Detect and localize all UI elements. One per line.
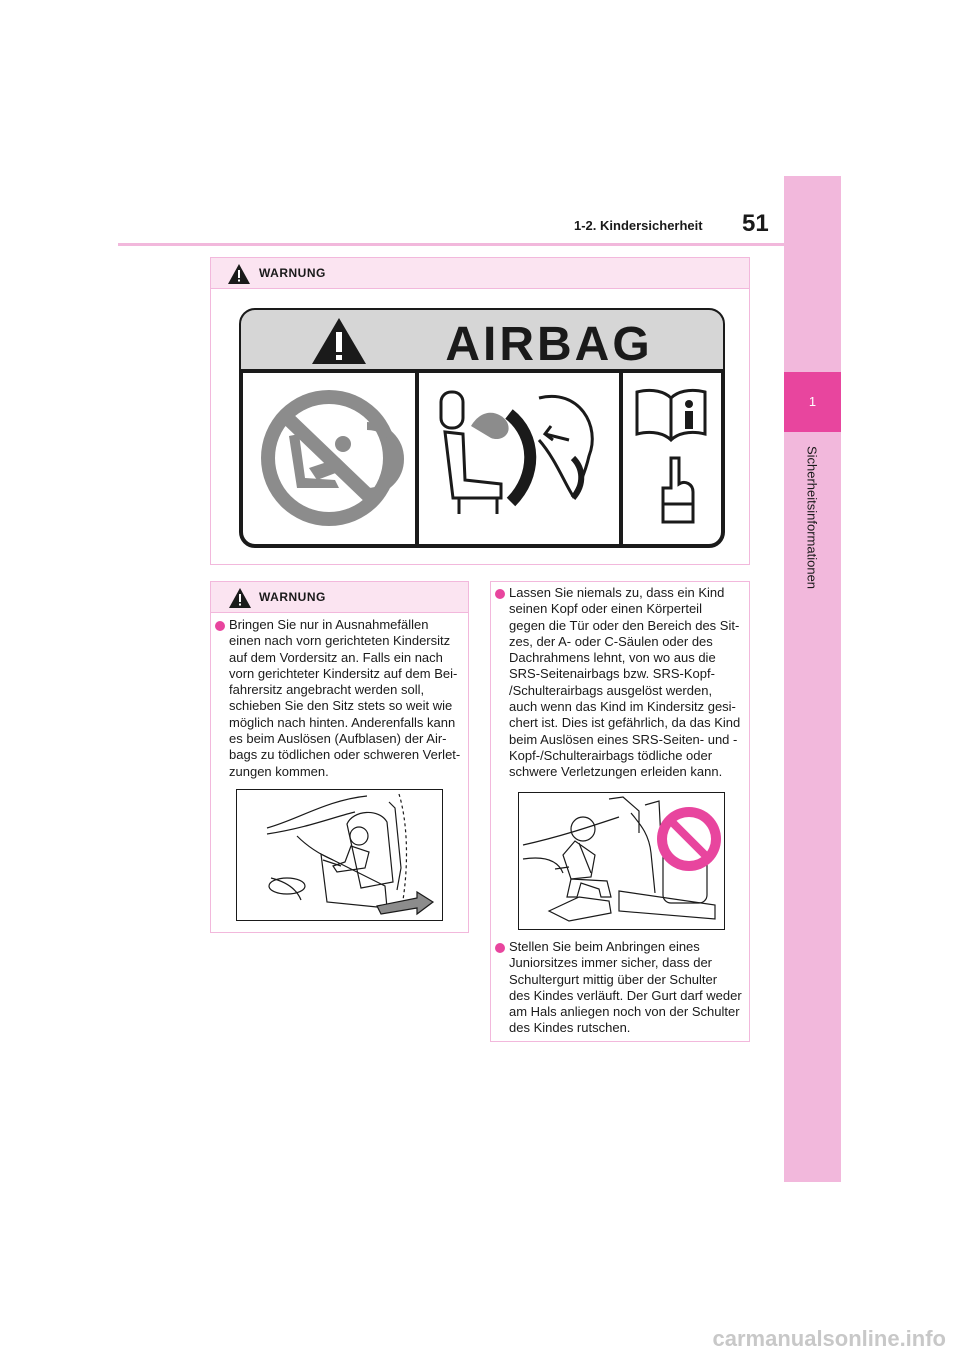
text-line: Juniorsitzes immer sicher, dass der (509, 955, 713, 971)
text-line: auch wenn das Kind im Kindersitz gesi- (509, 699, 736, 715)
child-seat-illustration (236, 789, 443, 921)
text-line: fahrersitz angebracht werden soll, (229, 682, 425, 698)
bullet-point (495, 589, 505, 599)
warning-header (211, 258, 749, 289)
side-airbag-warning-box (490, 581, 750, 1042)
child-leaning-illustration (518, 792, 725, 930)
header-divider (118, 243, 784, 246)
text-line: zes, der A- oder C-Säulen oder des (509, 633, 713, 649)
text-line: am Hals anliegen noch von der Schulter (509, 1004, 740, 1020)
bullet-point (215, 621, 225, 631)
front-seat-warning-box (210, 581, 469, 933)
warning-header (211, 582, 468, 613)
junior-seat-warning-text (509, 939, 747, 1037)
text-line: /Schulterairbags ausgelöst werden, (509, 682, 713, 698)
text-line: Bringen Sie nur in Ausnahmefällen (229, 617, 429, 632)
chapter-title-text: Sicherheitsinformationen (804, 445, 820, 590)
warning-triangle-icon (228, 587, 252, 609)
chapter-side-tab (784, 176, 841, 1182)
text-line: seinen Kopf oder einen Körperteil (509, 601, 702, 617)
airbag-label-illustration (239, 308, 725, 548)
text-line: vorn gerichteter Kindersitz auf dem Bei- (229, 665, 458, 681)
warning-label: WARNUNG (259, 266, 326, 280)
watermark: carmanualsonline.info (712, 1326, 946, 1351)
side-airbag-warning-text (509, 585, 747, 781)
airbag-warning-box (210, 257, 750, 565)
text-line: Kopf-/Schulterairbags tödliche oder (509, 747, 713, 763)
text-line: Lassen Sie niemals zu, dass ein Kind (509, 585, 725, 600)
bullet-point (495, 943, 505, 953)
text-line: Schultergurt mittig über der Schulter (509, 971, 718, 987)
warning-triangle-icon (227, 263, 251, 285)
text-line: zungen kommen. (229, 763, 329, 779)
text-line: Dachrahmens lehnt, von wo aus die (509, 650, 716, 666)
text-line: gegen die Tür oder den Bereich des Sit- (509, 617, 740, 633)
chapter-number-tab: 1 (784, 372, 841, 432)
front-seat-warning-text (229, 617, 465, 780)
text-line: beim Auslösen eines SRS-Seiten- und - (509, 731, 738, 747)
text-line: chert ist. Dies ist gefährlich, da das Kind (509, 715, 741, 731)
text-line: des Kindes verläuft. Der Gurt darf weder (509, 987, 742, 1003)
text-line: auf dem Vordersitz an. Falls ein nach (229, 649, 443, 665)
warning-label: WARNUNG (259, 590, 326, 604)
text-line: einen nach vorn gerichteten Kindersitz (229, 633, 451, 649)
text-line: des Kindes rutschen. (509, 1020, 631, 1036)
text-line: bags zu tödlichen oder schweren Verlet- (229, 747, 461, 763)
text-line: Stellen Sie beim Anbringen eines (509, 939, 700, 954)
text-line: es beim Auslösen (Aufblasen) der Air- (229, 731, 447, 747)
section-title: 1-2. Kindersicherheit (574, 218, 703, 233)
page-number: 51 (742, 210, 769, 237)
text-line: schieben Sie den Sitz stets so weit wie (229, 698, 453, 714)
airbag-label-text: AIRBAG (445, 318, 653, 371)
text-line: SRS-Seitenairbags bzw. SRS-Kopf- (509, 666, 715, 682)
text-line: möglich nach hinten. Anderenfalls kann (229, 714, 456, 730)
text-line: schwere Verletzungen erleiden kann. (509, 764, 723, 780)
